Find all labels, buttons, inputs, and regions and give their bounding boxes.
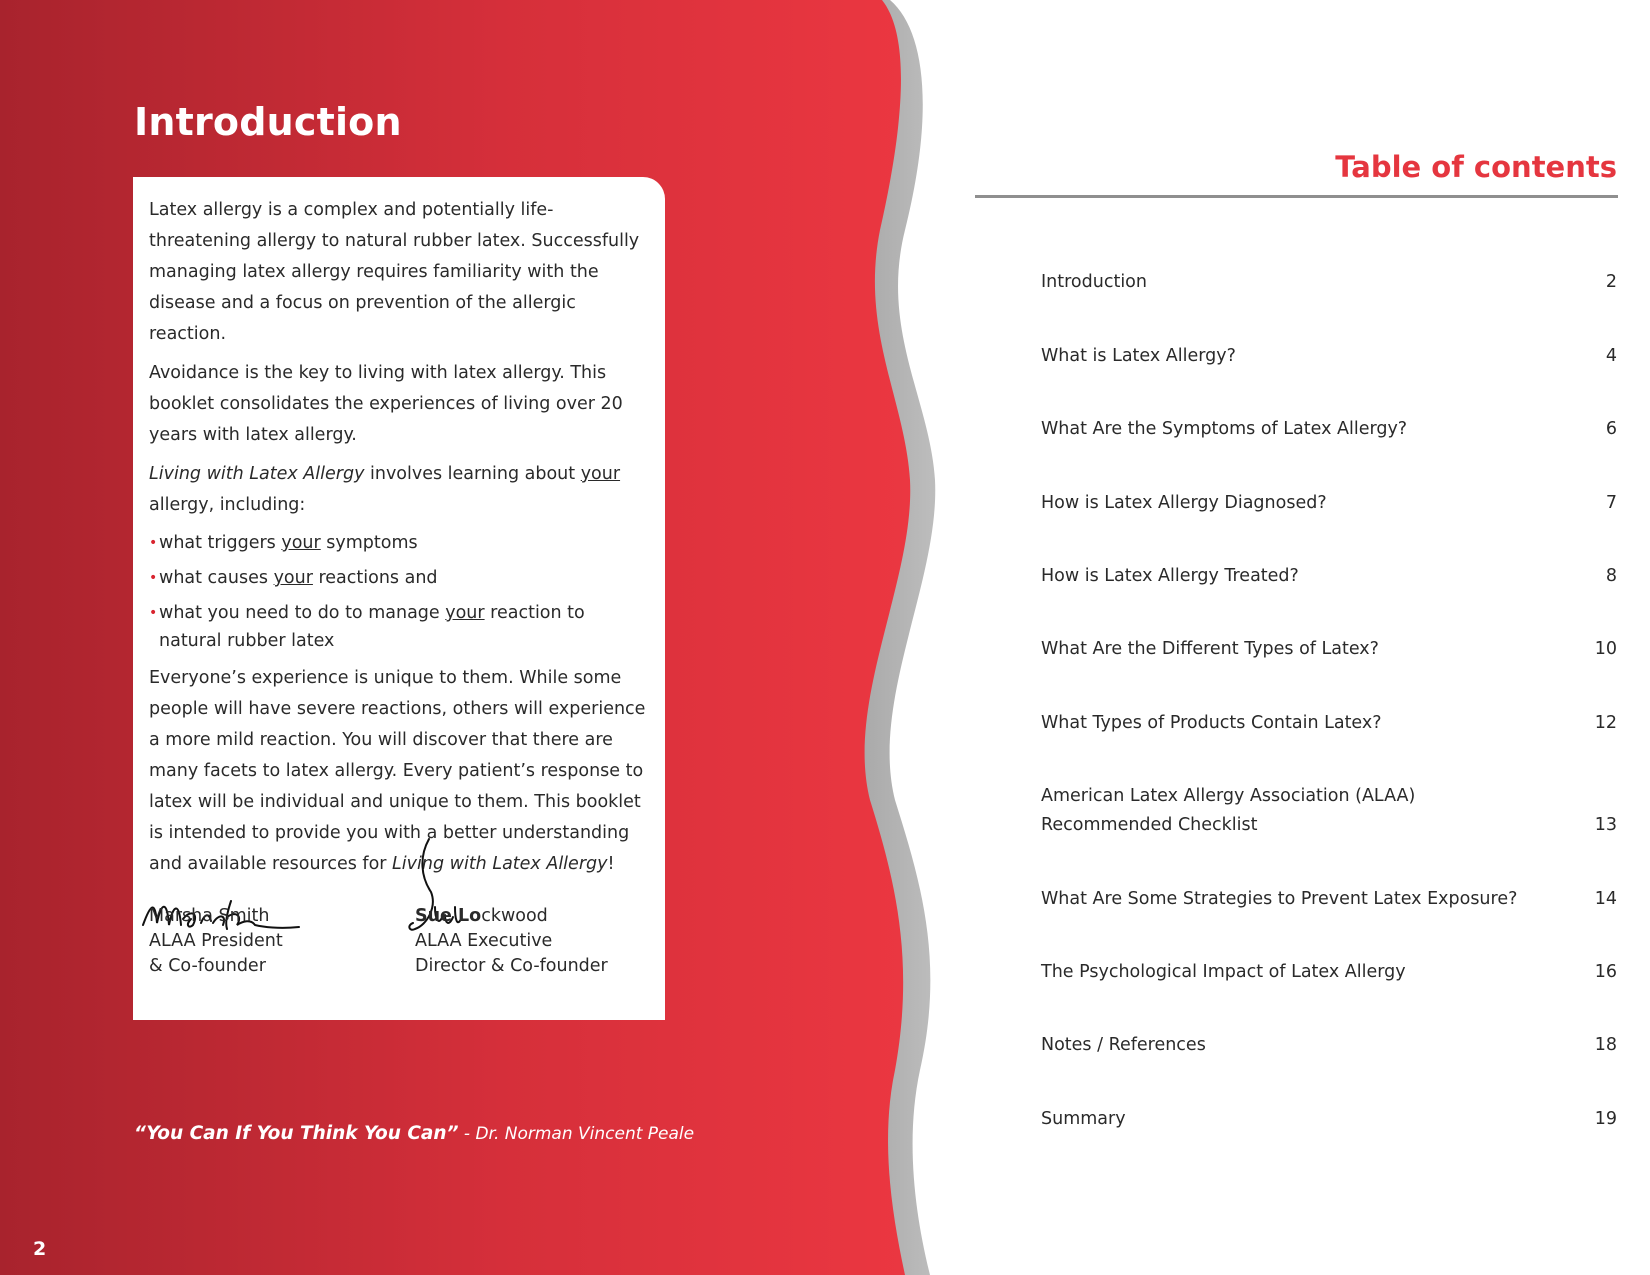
toc-entry-label (1041, 635, 1541, 664)
toc-entry-label (1041, 885, 1541, 914)
list-item (149, 599, 649, 655)
toc-entry-label (1041, 1105, 1541, 1134)
text-span: Everyone’s experience is unique to them. While some people will have severe reactions, others will experience a more mild reaction. You will discover that there are many facets to latex allergy. Every patient’s response to latex will be individual and unique to them. This booklet is intended to provide you with a better understanding and available resources for (149, 668, 646, 874)
topics-list (149, 529, 649, 655)
bullet-icon: • (149, 570, 158, 586)
toc-label-line: Summary (1041, 1109, 1126, 1129)
closing-paragraph (149, 663, 649, 880)
toc-label-line: What is Latex Allergy? (1041, 346, 1236, 366)
quote-text: “You Can If You Think You Can” (134, 1123, 459, 1144)
toc-entry-label (1041, 562, 1541, 591)
toc-page-number: 19 (1594, 1109, 1617, 1129)
intro-text-box (133, 177, 665, 1020)
toc-entry-label (1041, 489, 1541, 518)
toc-page-number: 10 (1594, 639, 1617, 659)
toc-entry[interactable] (1041, 342, 1617, 371)
signer-role: ALAA Executive (415, 931, 553, 951)
toc-label-line: The Psychological Impact of Latex Allergy (1041, 962, 1406, 982)
toc-entry-label (1041, 958, 1541, 987)
signer-role: Director & Co-founder (415, 956, 608, 976)
signature-sue-lockwood (415, 904, 608, 979)
toc-entry[interactable] (1041, 709, 1617, 738)
text-span: reactions and (312, 568, 438, 588)
text-span: involves learning about (364, 464, 581, 484)
signer-role: & Co-founder (149, 956, 266, 976)
toc-entry[interactable] (1041, 885, 1617, 914)
text-span: what triggers (159, 533, 282, 553)
signer-role: ALAA President (149, 931, 283, 951)
underlined-word: your (580, 464, 621, 484)
underlined-word: your (445, 603, 485, 623)
toc-label-line: What Are the Symptoms of Latex Allergy? (1041, 419, 1408, 439)
toc-page-number: 14 (1594, 889, 1617, 909)
toc-divider (975, 195, 1618, 198)
intro-body (149, 195, 649, 888)
toc-page-number: 4 (1605, 346, 1617, 366)
toc-entry[interactable] (1041, 782, 1617, 840)
intro-heading: Introduction (134, 100, 402, 144)
toc-label-line: Introduction (1041, 272, 1147, 292)
text-span: allergy, including: (149, 495, 306, 515)
underlined-word: your (273, 568, 313, 588)
intro-paragraph: Avoidance is the key to living with latex allergy. This booklet consolidates the experiences of living over 20 years with latex allergy. (149, 363, 623, 445)
toc-entry[interactable] (1041, 635, 1617, 664)
toc-page-number: 6 (1605, 419, 1617, 439)
signer-name-bold: Sue Lo (415, 906, 482, 926)
signer-name-rest: ckwood (481, 906, 548, 926)
toc-entry-label (1041, 1031, 1541, 1060)
booklet-title-italic: Living with Latex Allergy (149, 464, 365, 484)
page-number: 2 (33, 1238, 47, 1260)
toc-label-line: How is Latex Allergy Diagnosed? (1041, 493, 1327, 513)
toc-label-line: What Are Some Strategies to Prevent Latex Exposure? (1041, 889, 1518, 909)
text-span: symptoms (320, 533, 418, 553)
toc-entry-label (1041, 782, 1541, 840)
toc-label-line: How is Latex Allergy Treated? (1041, 566, 1299, 586)
toc-entry[interactable] (1041, 268, 1617, 297)
list-item (149, 529, 649, 557)
bullet-icon: • (149, 535, 158, 551)
bullet-icon: • (149, 605, 158, 621)
intro-paragraph: Latex allergy is a complex and potentially life-threatening allergy to natural rubber latex. Successfully managing latex allergy requires familiarity with the disease and a focus on prevention of the allergic reaction. (149, 200, 640, 344)
toc-page-number: 7 (1605, 493, 1617, 513)
toc-label-line: American Latex Allergy Association (ALAA) (1041, 786, 1416, 806)
text-span: what causes (159, 568, 274, 588)
underlined-word: your (281, 533, 321, 553)
toc-page-number: 13 (1594, 815, 1617, 835)
text-span: reaction to natural rubber latex (159, 603, 585, 651)
signer-name (415, 904, 608, 929)
quote-attribution: - Dr. Norman Vincent Peale (458, 1124, 695, 1144)
toc-entry[interactable] (1041, 489, 1617, 518)
toc-entry[interactable] (1041, 562, 1617, 591)
text-span: what you need to do to manage (159, 603, 446, 623)
toc-page-number: 18 (1594, 1035, 1617, 1055)
booklet-title-italic: Living with Latex Allergy (392, 854, 608, 874)
toc-page-number: 16 (1594, 962, 1617, 982)
toc-label-line: What Are the Different Types of Latex? (1041, 639, 1379, 659)
toc-label-line: Notes / References (1041, 1035, 1206, 1055)
toc-label-line: What Types of Products Contain Latex? (1041, 713, 1382, 733)
toc-entry[interactable] (1041, 958, 1617, 987)
text-span: ! (607, 854, 615, 874)
toc-heading: Table of contents (1335, 150, 1617, 184)
toc-page-number: 2 (1605, 272, 1617, 292)
toc-entry-label (1041, 268, 1541, 297)
motivational-quote (134, 1123, 694, 1144)
toc-entry-label (1041, 415, 1541, 444)
toc-page-number: 12 (1594, 713, 1617, 733)
toc-entry-label (1041, 709, 1541, 738)
toc-entry[interactable] (1041, 1031, 1617, 1060)
toc-label-line: Recommended Checklist (1041, 815, 1258, 835)
toc-entry[interactable] (1041, 1105, 1617, 1134)
signer-name: Marsha Smith (149, 906, 270, 926)
toc-page-number: 8 (1605, 566, 1617, 586)
list-item (149, 564, 649, 592)
living-intro-paragraph (149, 459, 649, 521)
signature-marsha-smith (149, 904, 283, 979)
toc-entry[interactable] (1041, 415, 1617, 444)
toc-entry-label (1041, 342, 1541, 371)
